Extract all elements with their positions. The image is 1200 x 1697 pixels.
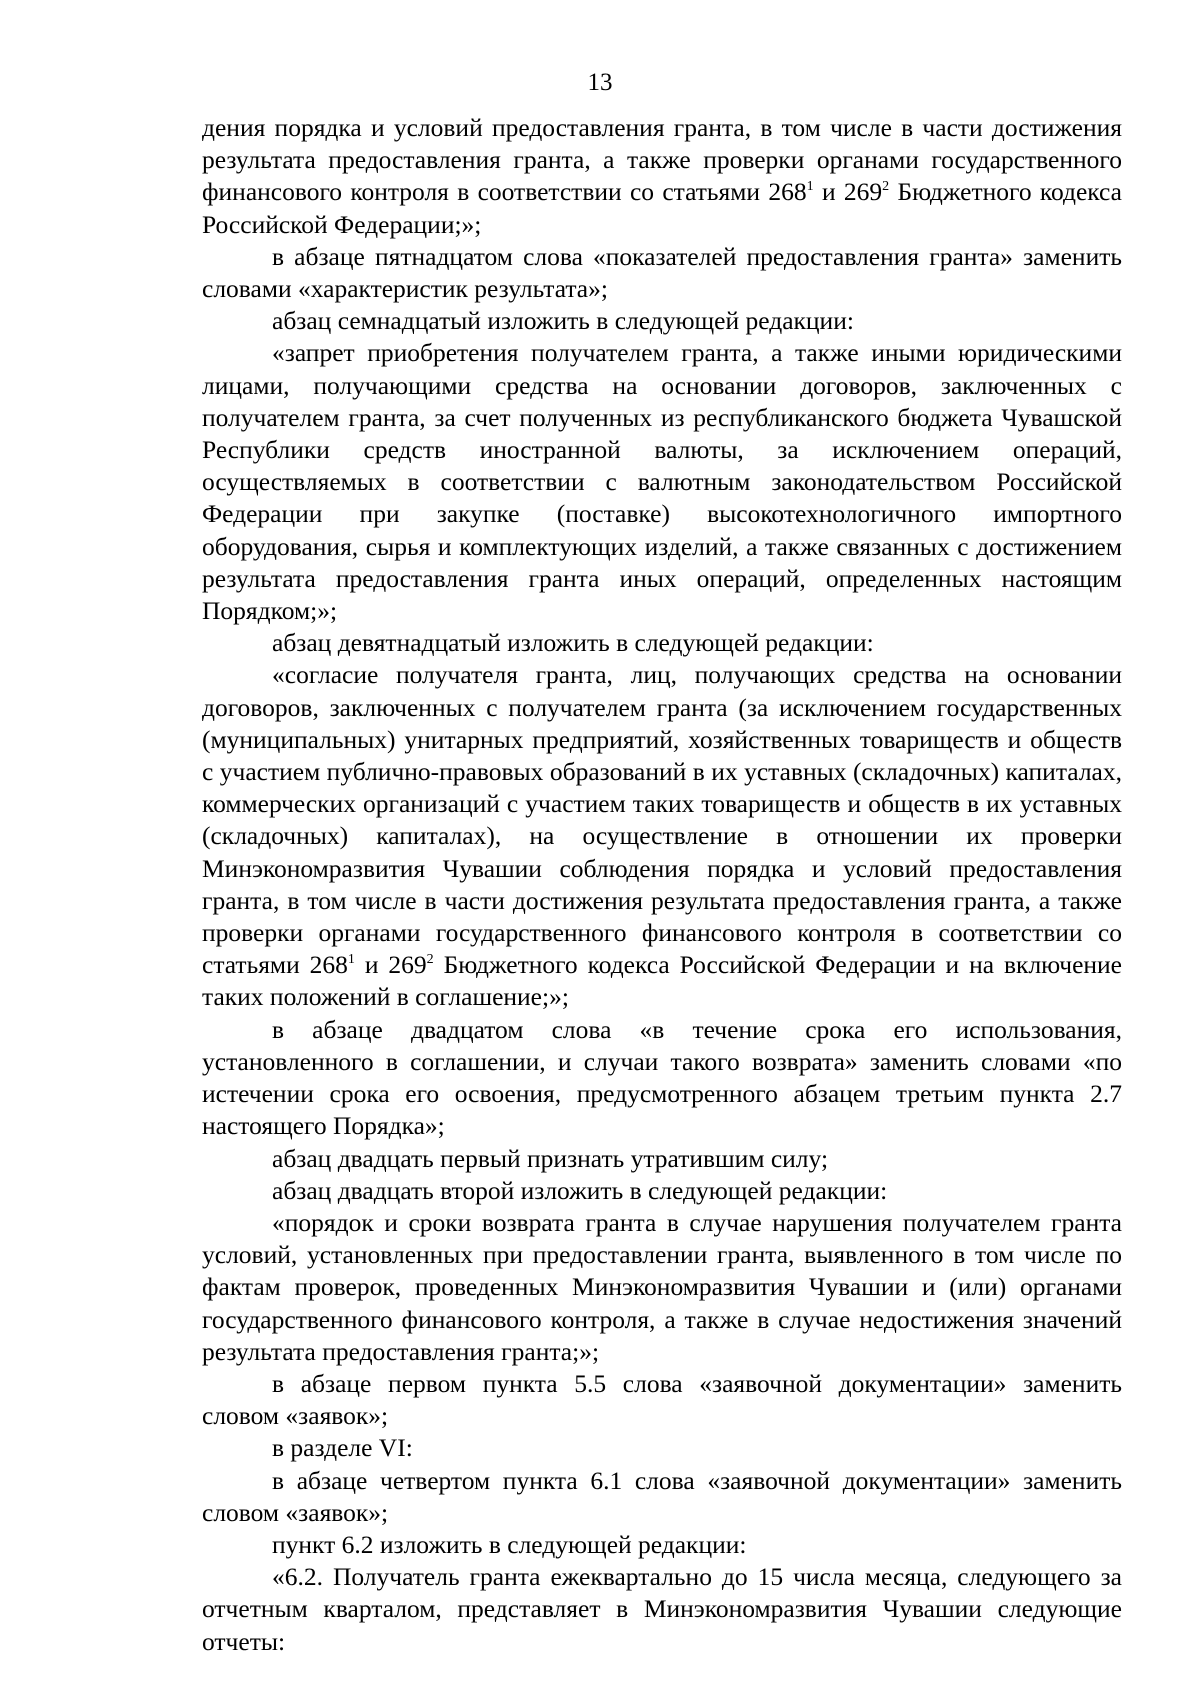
paragraph-text: абзац девятнадцатый изложить в следующей редакции: (272, 628, 874, 658)
paragraph-text: Бюджетного кодекса Российской Федерации и на включение таких положений в соглашение;»; (202, 950, 1122, 1012)
document-body (202, 112, 1122, 1658)
paragraph-p11 (202, 1368, 1122, 1432)
article-superscript: 2 (882, 178, 890, 194)
paragraph-text: дения порядка и условий предоставления гранта, в том числе в части достижения результата предоставления гранта, а также проверки органами государственного финансового контроля в соответствии со статьями 268 (202, 113, 1122, 207)
paragraph-text: «согласие получателя гранта, лиц, получающих средства на основании договоров, заключенных с получателем гранта (за исключением государственных (муниципальных) унитарных предприятий, хозяйственных товариществ и обществ с участием публично-правовых образований в их уставных (складочных) капиталах, коммерческих организаций с участием таких товариществ и обществ в их уставных (складочных) капиталах), на осуществление в отношении их проверки Минэкономразвития Чувашии соблюдения порядка и условий предоставления гранта, в том числе в части достижения результата предоставления гранта, а также проверки органами государственного финансового контроля в соответствии со статьями 268 (202, 660, 1122, 980)
article-superscript: 2 (426, 951, 434, 967)
paragraph-text: «порядок и сроки возврата гранта в случае нарушения получателем гранта условий, установленных при предоставлении гранта, выявленного в том числе по фактам проверок, проведенных Минэкономразвития Чувашии и (или) органами государственного финансового контроля, а также в случае недостижения значений результата предоставления гранта;»; (202, 1207, 1122, 1366)
paragraph-text: абзац двадцать первый признать утратившим силу; (272, 1143, 829, 1173)
paragraph-text: в абзаце пятнадцатом слова «показателей предоставления гранта» заменить словами «характеристик результата»; (202, 241, 1122, 304)
paragraph-text: в абзаце двадцатом слова «в течение срока его использования, установленного в соглашении, и случаи такого возврата» заменить словами «по истечении срока его освоения, предусмотренного абзацем третьим пункта 2.7 настоящего Порядка»; (202, 1014, 1122, 1141)
paragraph-text: пункт 6.2 изложить в следующей редакции: (272, 1529, 747, 1559)
page-number: 13 (587, 69, 613, 96)
paragraph-text: и 269 (354, 950, 427, 980)
paragraph-p15 (202, 1561, 1122, 1658)
paragraph-p01 (202, 112, 1122, 241)
paragraph-text: в абзаце первом пункта 5.5 слова «заявочной документации» заменить словом «заявок»; (202, 1368, 1122, 1431)
paragraph-text: и 269 (813, 177, 883, 207)
paragraph-text: в абзаце четвертом пункта 6.1 слова «заявочной документации» заменить словом «заявок»; (202, 1465, 1122, 1527)
paragraph-p02 (202, 241, 1122, 305)
article-superscript: 1 (806, 178, 814, 194)
paragraph-text: в разделе VI: (272, 1433, 413, 1463)
paragraph-text: «6.2. Получатель гранта ежеквартально до 15 числа месяца, следующего за отчетным кварталом, представляет в Минэкономразвития Чувашии следующие отчеты: (202, 1562, 1122, 1656)
paragraph-p13 (202, 1465, 1122, 1529)
paragraph-p04 (202, 337, 1122, 627)
paragraph-text: абзац семнадцатый изложить в следующей редакции: (272, 306, 854, 336)
article-superscript: 1 (347, 951, 355, 967)
paragraph-p10 (202, 1207, 1122, 1368)
paragraph-text: абзац двадцать второй изложить в следующей редакции: (272, 1175, 888, 1205)
paragraph-text: «запрет приобретения получателем гранта, а также иными юридическими лицами, получающими средства на основании договоров, заключенных с получателем гранта, за счет полученных из республиканского бюджета Чувашской Республики средств иностранной валюты, за исключением операций, осуществляемых в соответствии с валютным законодательством Российской Федерации при закупке (поставке) высокотехнологичного импортного оборудования, сырья и комплектующих изделий, а также связанных с достижением результата предоставления гранта иных операций, определенных настоящим Порядком;»; (202, 338, 1122, 626)
paragraph-p03 (202, 305, 1122, 337)
paragraph-p06 (202, 659, 1122, 1013)
paragraph-p08 (202, 1143, 1122, 1175)
paragraph-p07 (202, 1014, 1122, 1143)
paragraph-p14 (202, 1529, 1122, 1561)
paragraph-p09 (202, 1175, 1122, 1207)
paragraph-p05 (202, 627, 1122, 659)
paragraph-p12 (202, 1432, 1122, 1464)
paragraph-text: Бюджетного кодекса Российской Федерации;»; (202, 177, 1122, 239)
